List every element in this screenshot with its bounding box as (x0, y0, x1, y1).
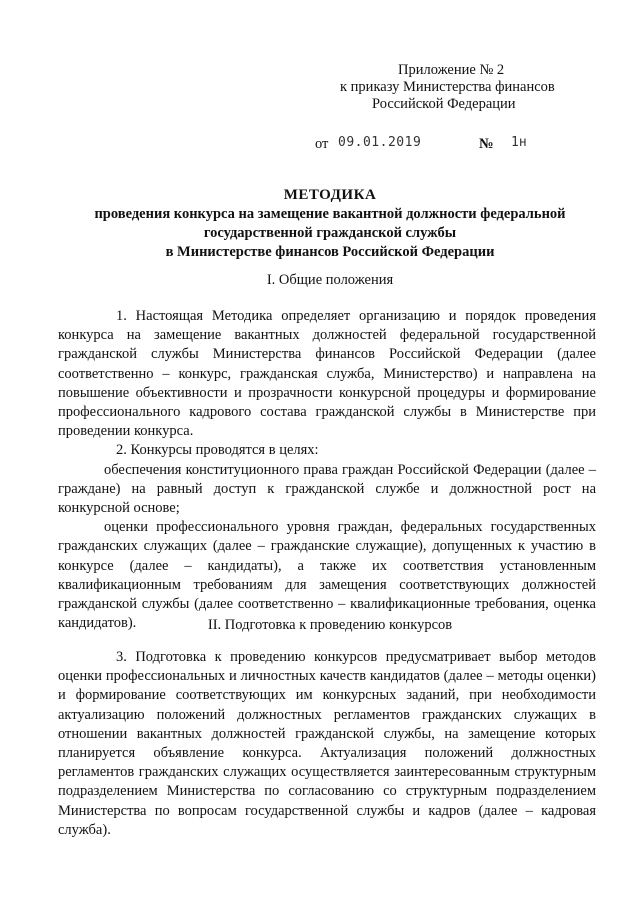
paragraph-2b: оценки профессионального уровня граждан, федеральных государственных гражданских служащих (далее – гражданские служащие), допущенных к участию в конкурсе (далее – кандидаты), а также их соответствия установленным квалификационным требованиям для замещения соответствующих должностей гражданской службы (далее соответственно – квалификационные требования, оценка кандидатов). (58, 519, 596, 632)
annex-block (340, 62, 590, 113)
section-heading-2: II. Подготовка к проведению конкурсов (207, 617, 453, 633)
paragraph-1: 1. Настоящая Методика определяет организацию и порядок проведения конкурса на замещение вакантных должностей федеральной государственной гражданской службы Министерства финансов Российской Федерации (далее соответственно – конкурс, гражданская служба, Министерство) и направлена на повышение объективности и прозрачности конкурсной процедуры и формирование профессионального кадрового состава гражданской службы в Министерстве при проведении конкурса. (58, 308, 596, 440)
number-sign: № (479, 136, 494, 152)
order-dateline (315, 136, 595, 156)
order-date: 09.01.2019 (338, 135, 422, 150)
section-1-body (58, 307, 596, 633)
title-main: МЕТОДИКА (283, 187, 377, 203)
paragraph-2a: обеспечения конституционного права граждан Российской Федерации (далее – граждане) на равный доступ к гражданской службе и должностной рост на конкурсной основе; (58, 461, 596, 517)
paragraph-2: 2. Конкурсы проводятся в целях: (116, 442, 319, 459)
annex-order-ref: к приказу Министерства финансов (340, 79, 555, 95)
paragraph-3: 3. Подготовка к проведению конкурсов предусматривает выбор методов оценки профессиональных и личностных качеств кандидатов (далее – методы оценки) и формирование соответствующих им конкурсных заданий, при необходимости актуализацию положений должностных регламентов гражданских служащих в отношении вакантных должностей гражданской службы, на замещение которых планируется объявление конкурса. Актуализация положений должностных регламентов гражданских служащих осуществляется заинтересованным структурным подразделением Министерства по согласованию со структурным подразделением Министерства по вопросам государственной службы и кадров (далее – кадровая служба). (58, 649, 596, 838)
annex-number: Приложение № 2 (398, 62, 505, 78)
title-sub-2: государственной гражданской службы (203, 225, 457, 241)
annex-federation: Российской Федерации (372, 96, 516, 112)
section-2-body (58, 648, 596, 840)
order-number: 1н (511, 135, 527, 150)
document-title (60, 186, 600, 262)
title-sub-3: в Министерстве финансов Российской Федерации (165, 244, 495, 260)
section-heading-1: I. Общие положения (266, 272, 394, 288)
title-sub-1: проведения конкурса на замещение вакантной должности федеральной (94, 206, 566, 222)
date-prefix: от (315, 136, 329, 152)
